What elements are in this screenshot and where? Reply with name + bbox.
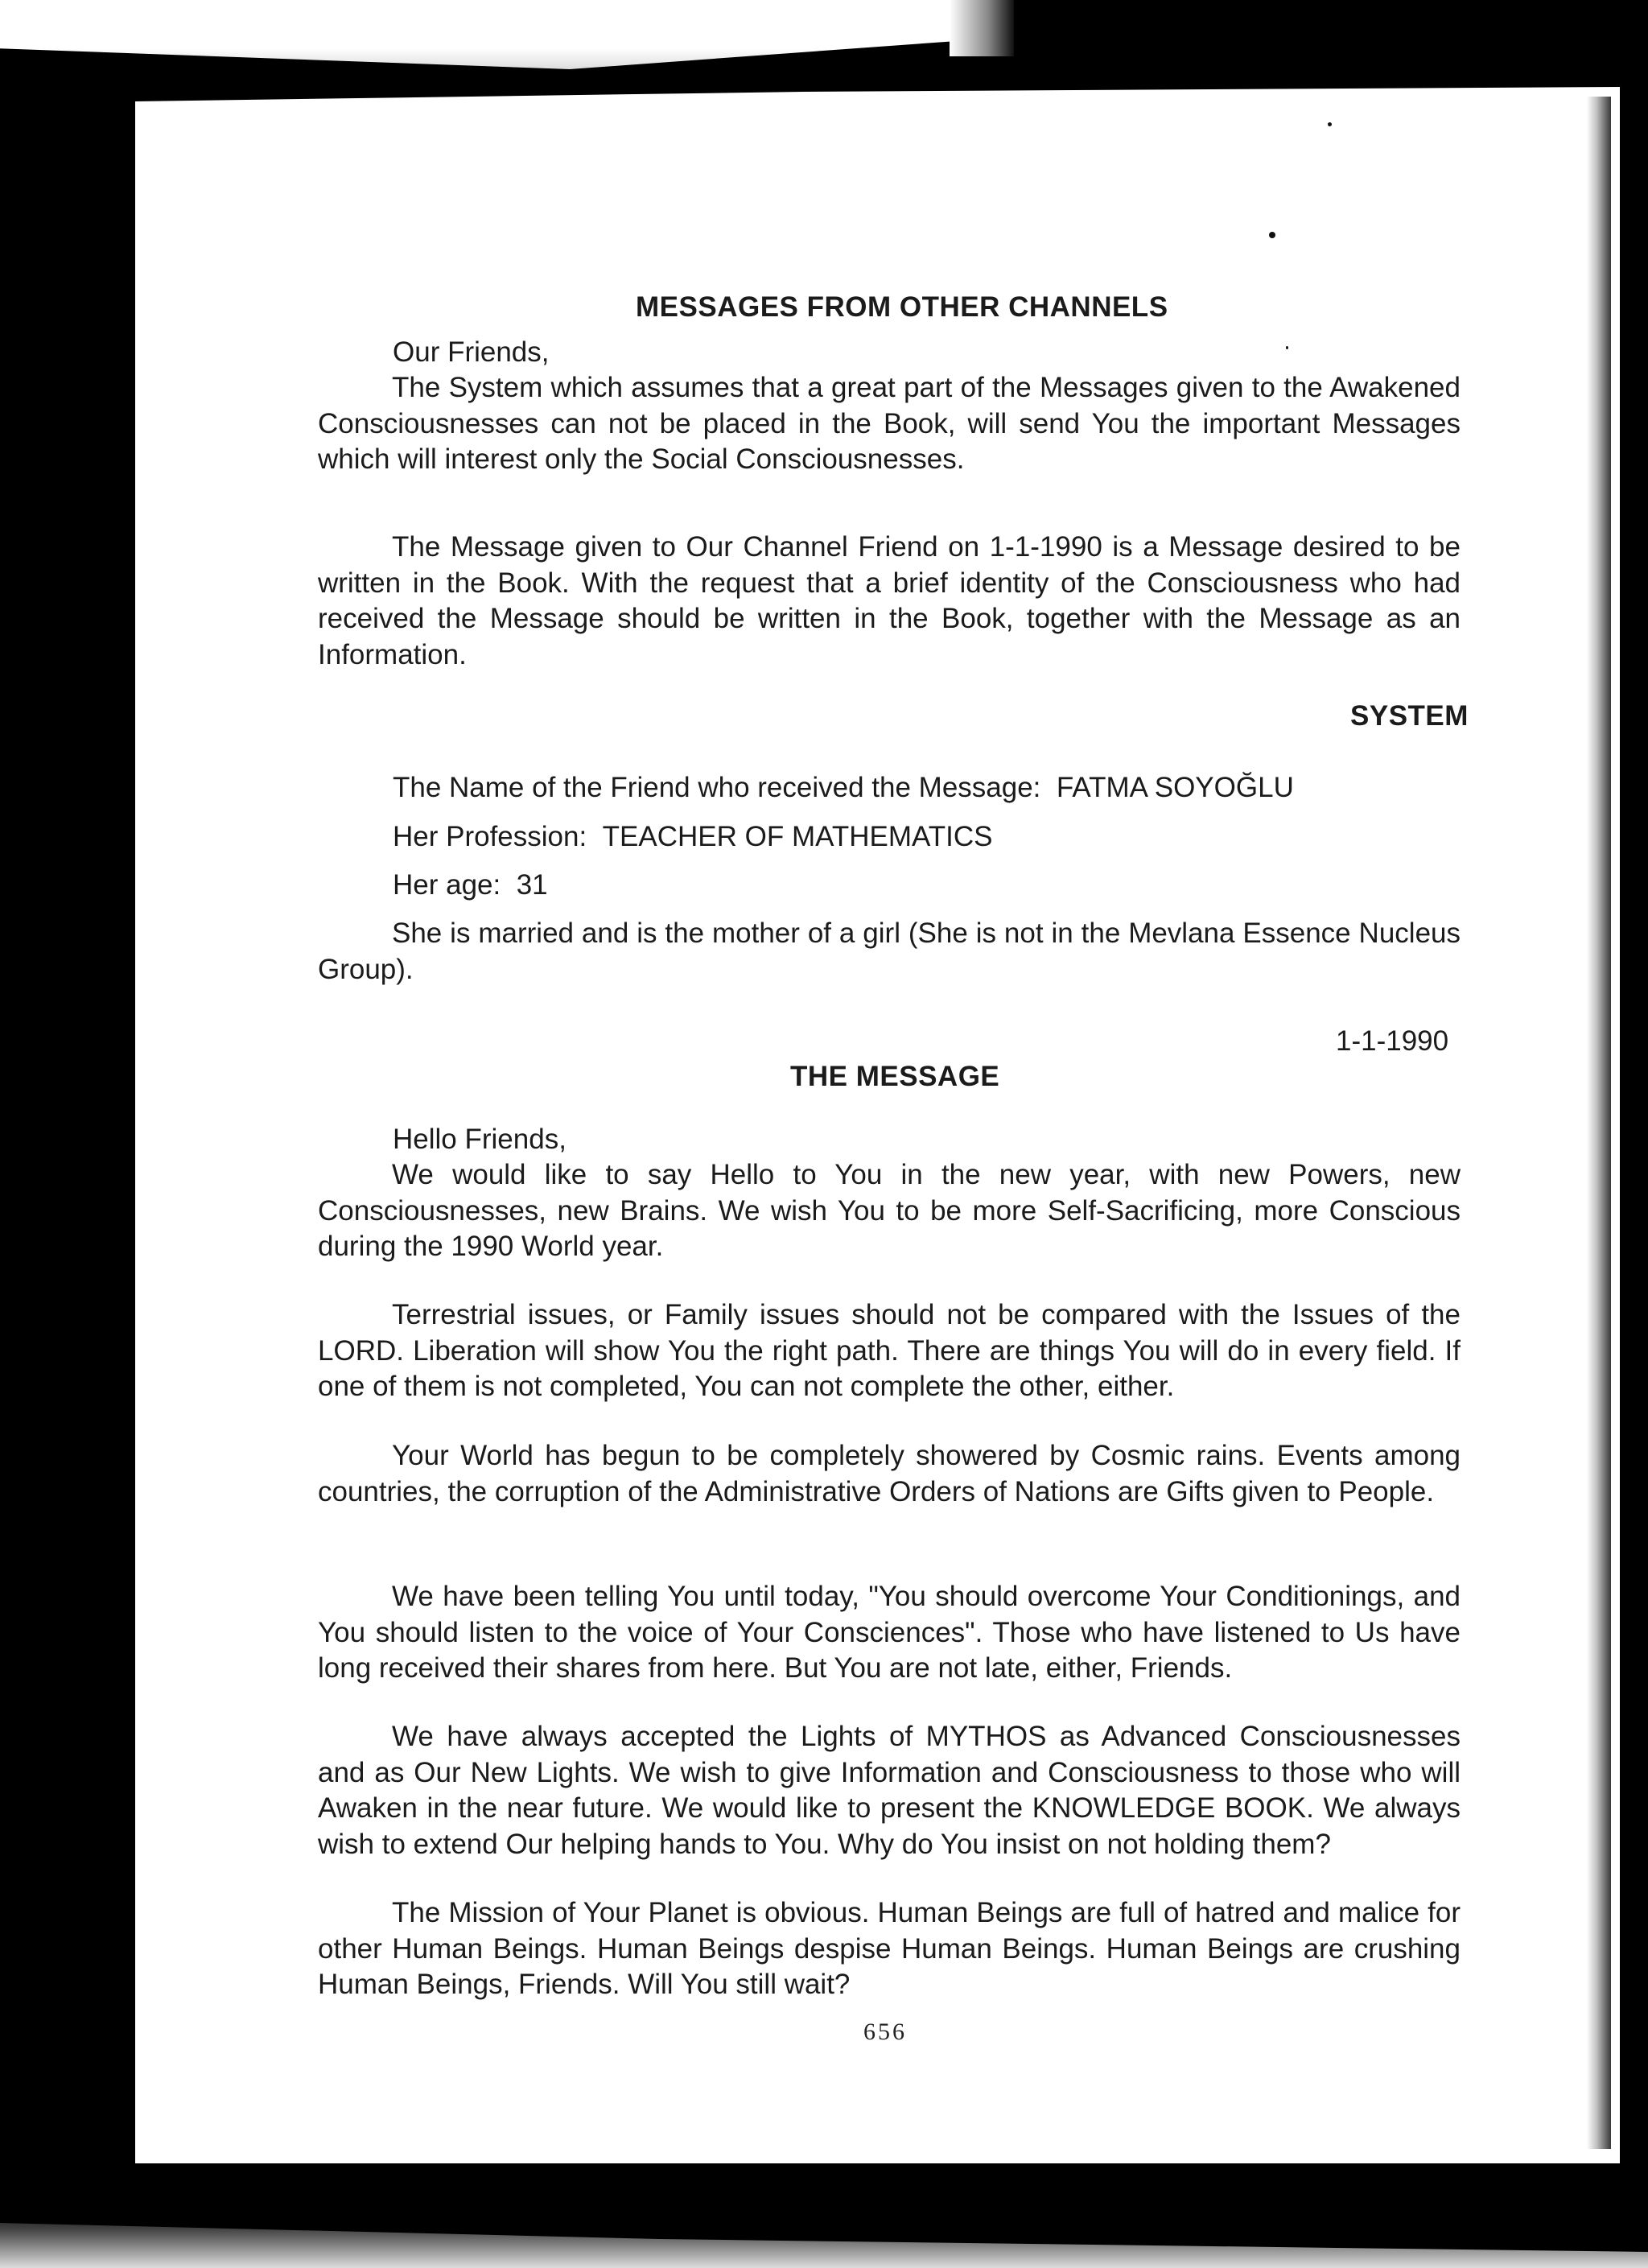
age-value: 31 [516,869,548,901]
message-paragraph: We would like to say Hello to You in the new year, with new Powers, new Consciousnesses, new Brains. We wish You to be more Self-Sacrificing, more Conscious during the 1990 World year. [318,1159,1461,1262]
intro-salutation: Our Friends, [393,336,550,368]
system-signature: SYSTEM [1350,700,1469,732]
message-paragraph: We have been telling You until today, "You should overcome Your Conditionings, and You should listen to the voice of Your Consciences". Those who have listened to Us have long received their shares from here. But You are not late, either, Friends. [318,1581,1461,1684]
identity-age-line [393,868,548,904]
intro-paragraph: The Message given to Our Channel Friend on 1-1-1990 is a Message desired to be written in the Book. With the request that a brief identity of the Consciousness who had received the Message should be written in the Book, together with the Message as an Information. [318,531,1461,670]
identity-name-line [393,770,1294,806]
identity-profession-line [393,819,993,856]
page-number: 656 [863,2019,907,2045]
message-date: 1-1-1990 [1336,1025,1449,1057]
name-label: The Name of the Friend who received the Message: [393,772,1041,803]
message-greeting: Hello Friends, [393,1124,566,1155]
profession-label: Her Profession: [393,821,587,852]
message-paragraph: Terrestrial issues, or Family issues should not be compared with the Issues of the LORD. Liberation will show You the right path. There are things You will do in every field. If one of them is not completed, You can not complete the other, either. [318,1299,1461,1402]
dust-speck [1286,346,1288,349]
binding-shadow [1587,97,1611,2149]
profession-value: TEACHER OF MATHEMATICS [602,821,993,852]
message-paragraph: Your World has begun to be completely showered by Cosmic rains. Events among countries, the corruption of the Administrative Orders of Nations are Gifts given to People. [318,1440,1461,1507]
scan-edge-bottom [0,2204,1648,2268]
dust-speck [1328,122,1332,126]
page-title: MESSAGES FROM OTHER CHANNELS [636,291,1168,323]
identity-family: She is married and is the mother of a girl (She is not in the Mevlana Essence Nucleus Group). [318,918,1461,985]
scan-edge-top [0,0,950,69]
name-value: FATMA SOYOĞLU [1056,772,1294,803]
message-paragraph: The Mission of Your Planet is obvious. Human Beings are full of hatred and malice for other Human Beings. Human Beings despise Human Beings. Human Beings are crushing Human Beings, Friends. Will You still wait? [318,1897,1461,2000]
message-heading: THE MESSAGE [790,1061,1000,1092]
age-label: Her age: [393,869,501,901]
message-paragraph: We have always accepted the Lights of MYTHOS as Advanced Consciousnesses and as Our New Lights. We wish to give Information and Consciousness to those who will Awaken in the near future. We would like to present the KNOWLEDGE BOOK. We always wish to extend Our helping hands to You. Why do You insist on not holding them? [318,1721,1461,1860]
scan-edge-top-fold [950,0,1014,56]
dust-speck [1269,232,1275,238]
intro-paragraph: The System which assumes that a great part of the Messages given to the Awakened Consciousnesses can not be placed in the Book, will send You the important Messages which will interest only the Social Consciousnesses. [318,372,1461,475]
